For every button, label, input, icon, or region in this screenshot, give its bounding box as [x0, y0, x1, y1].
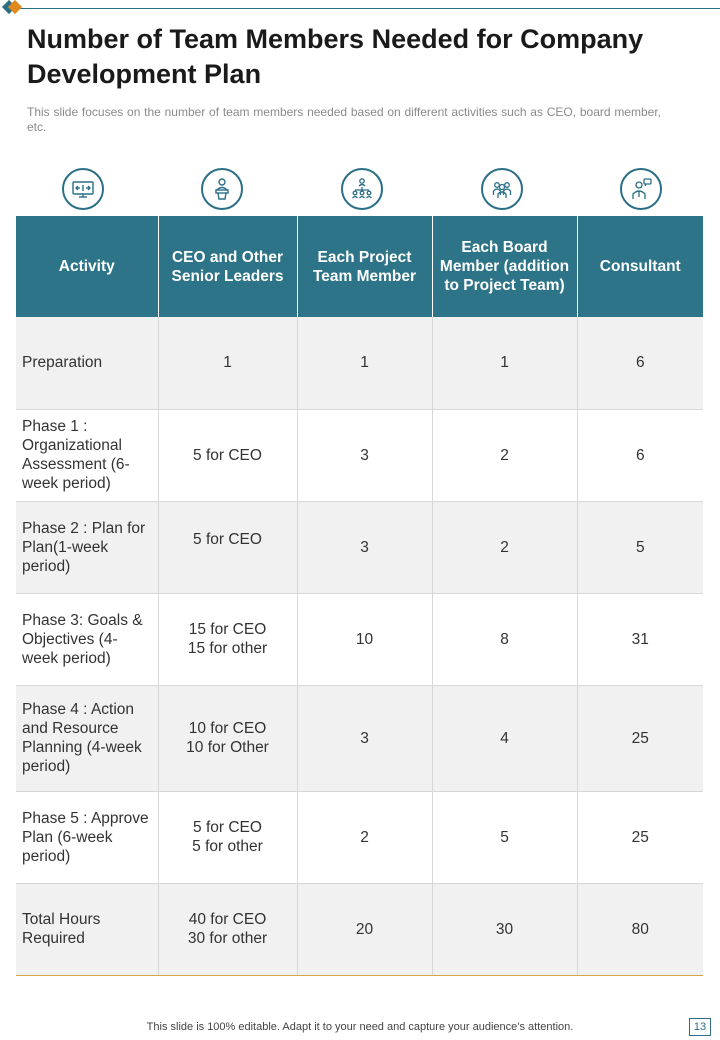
speaker-podium-icon: [201, 168, 243, 210]
header-ceo-senior-leaders: CEO and Other Senior Leaders: [158, 216, 297, 317]
ceo-line: 5 for CEO: [193, 446, 262, 464]
project-member-cell: 3: [297, 409, 432, 501]
activity-cell: Phase 5 : Approve Plan (6-week period): [16, 791, 158, 883]
table-row: [16, 883, 703, 975]
table-row: [16, 685, 703, 791]
ceo-line: 30 for other: [187, 930, 268, 947]
project-member-cell: 20: [297, 883, 432, 975]
header-board-member: Each Board Member (addition to Project Team): [432, 216, 577, 317]
table-row: [16, 791, 703, 883]
board-member-cell: 1: [432, 317, 577, 409]
ceo-line: 5 for CEO: [193, 530, 262, 548]
ceo-cell: [158, 317, 297, 409]
consultant-cell: 80: [577, 883, 703, 975]
slide-subtitle: This slide focuses on the number of team members needed based on different activities such as CEO, board member, etc.: [27, 105, 661, 134]
ceo-cell: [158, 501, 297, 593]
ceo-line: 10 for CEO: [188, 720, 267, 737]
consultant-cell: 5: [577, 501, 703, 593]
ceo-cell: [158, 409, 297, 501]
header-consultant: Consultant: [577, 216, 703, 317]
header-project-team-member: Each Project Team Member: [297, 216, 432, 317]
project-member-cell: 3: [297, 685, 432, 791]
team-members-table: [16, 216, 703, 976]
consultant-cell: 25: [577, 791, 703, 883]
table-row: [16, 593, 703, 685]
activity-cell: Phase 4 : Action and Resource Planning (4-week period): [16, 685, 158, 791]
table-row: [16, 501, 703, 593]
activity-cell: Total Hours Required: [16, 883, 158, 975]
ceo-line: 5 for CEO: [193, 819, 262, 836]
slide-title: Number of Team Members Needed for Company Development Plan: [27, 24, 644, 89]
board-member-cell: 4: [432, 685, 577, 791]
ceo-line: 1: [223, 354, 232, 372]
team-hierarchy-icon: [341, 168, 383, 210]
board-member-cell: 8: [432, 593, 577, 685]
ceo-line: 15 for CEO: [188, 621, 267, 638]
group-people-icon: [481, 168, 523, 210]
ceo-line: 5 for other: [192, 838, 263, 855]
ceo-cell: [158, 883, 297, 975]
footer-note: This slide is 100% editable. Adapt it to your need and capture your audience’s attention.: [146, 1021, 574, 1033]
project-member-cell: 2: [297, 791, 432, 883]
header-activity: Activity: [16, 216, 158, 317]
project-member-cell: 3: [297, 501, 432, 593]
ceo-cell: [158, 685, 297, 791]
board-member-cell: 2: [432, 409, 577, 501]
consultant-cell: 6: [577, 409, 703, 501]
table-header-row: [16, 216, 703, 317]
ceo-line: 15 for other: [187, 640, 268, 657]
page-number-badge: 13: [689, 1018, 711, 1036]
activity-cell: Preparation: [16, 317, 158, 409]
table-row: [16, 317, 703, 409]
board-member-cell: 5: [432, 791, 577, 883]
presentation-board-icon: [62, 168, 104, 210]
ceo-cell: [158, 791, 297, 883]
ceo-line: 40 for CEO: [188, 911, 267, 928]
column-icons-row: [16, 168, 703, 212]
top-rule: [14, 8, 720, 9]
ceo-cell: [158, 593, 297, 685]
table-row: [16, 409, 703, 501]
activity-cell: Phase 1 : Organizational Assessment (6-week period): [16, 409, 158, 501]
board-member-cell: 2: [432, 501, 577, 593]
activity-cell: Phase 3: Goals & Objectives (4-week period): [16, 593, 158, 685]
consultant-cell: 6: [577, 317, 703, 409]
activity-cell: Phase 2 : Plan for Plan(1-week period): [16, 501, 158, 593]
board-member-cell: 30: [432, 883, 577, 975]
ceo-line: 10 for Other: [186, 739, 269, 756]
consultant-cell: 31: [577, 593, 703, 685]
consultant-person-icon: [620, 168, 662, 210]
project-member-cell: 10: [297, 593, 432, 685]
consultant-cell: 25: [577, 685, 703, 791]
project-member-cell: 1: [297, 317, 432, 409]
